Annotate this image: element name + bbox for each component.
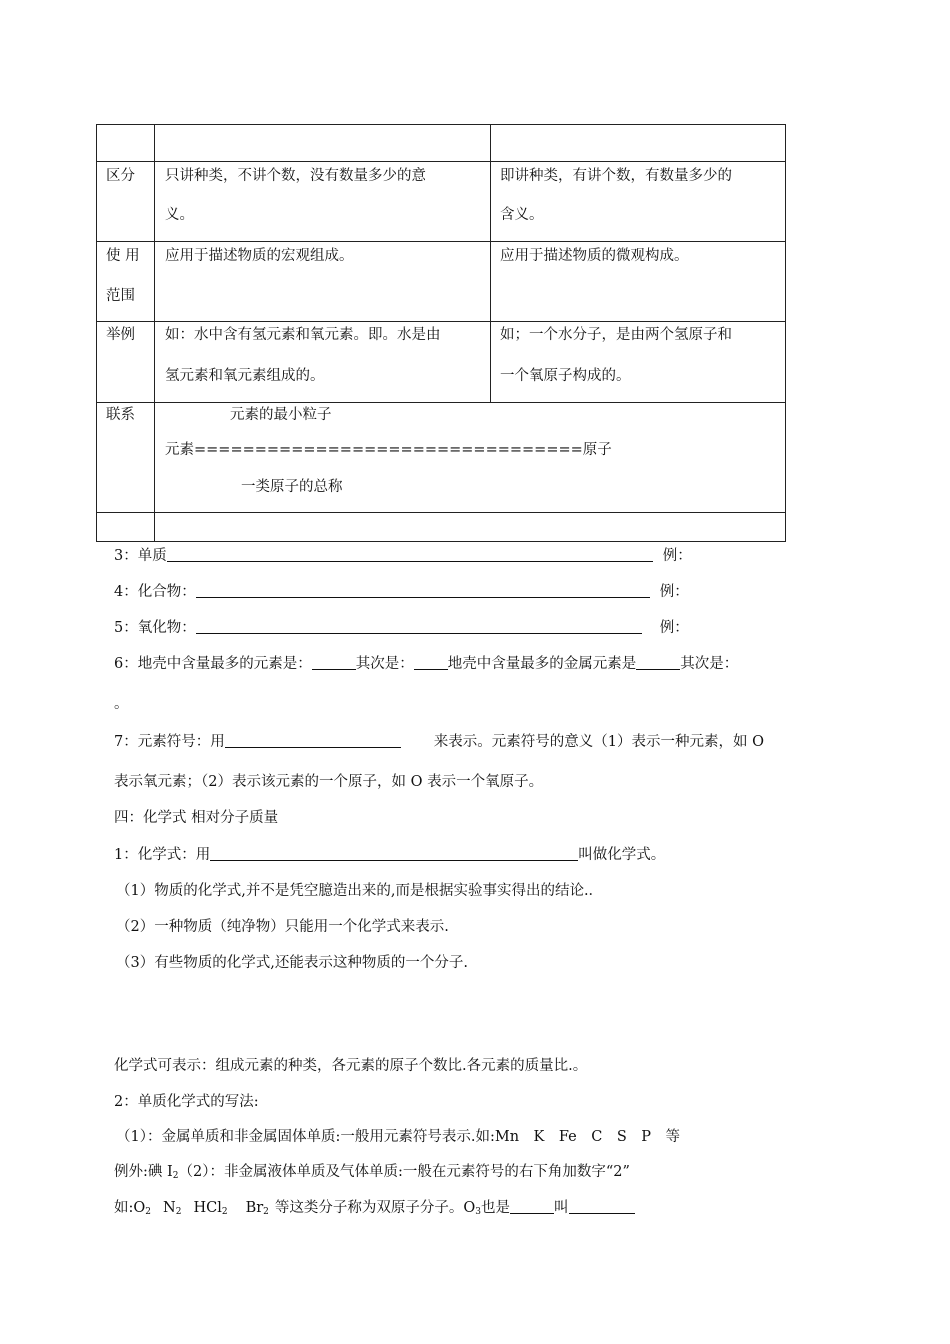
o3-blank-2[interactable] — [569, 1199, 635, 1214]
symbol-text-c: 表示氧元素；（2）表示该元素的一个原子，如 O 表示一个氧原子。 — [114, 774, 544, 790]
crust-blank-3[interactable] — [636, 655, 680, 670]
diatomic-line — [114, 1198, 635, 1218]
crust-end-mark: 。 — [114, 696, 129, 712]
formula-text-a: 1：化学式：用 — [114, 847, 211, 863]
table-row-line — [96, 512, 785, 513]
micro-difference-line2: 含义。 — [500, 207, 544, 223]
formula-o2: $O_2$ — [133, 1200, 152, 1217]
simple-substance-label: 3：单质 — [114, 548, 167, 564]
row-label-scope-line1: 使 用 — [106, 248, 140, 264]
table-border-right — [785, 124, 786, 542]
writing-title: 2：单质化学式的写法: — [114, 1094, 259, 1110]
simple-substance-blank[interactable] — [167, 547, 653, 562]
exception-text-b: （2）：非金属液体单质及气体单质:一般在元素符号的右下角加数字“2” — [178, 1164, 630, 1180]
formula-cl2: $Cl_2$ — [206, 1200, 228, 1217]
formula-point-1: （1）物质的化学式,并不是凭空臆造出来的,而是根据实验事实得出的结论.． — [116, 883, 604, 899]
relation-top-text: 元素的最小粒子 — [230, 407, 332, 423]
o3-blank-1[interactable] — [510, 1199, 554, 1214]
oxide-label: 5：氧化物： — [114, 620, 196, 636]
item-chemical-formula — [114, 845, 665, 865]
formula-h: H — [193, 1200, 207, 1216]
macro-difference-line2: 义。 — [165, 207, 194, 223]
macro-scope: 应用于描述物质的宏观组成。 — [165, 248, 354, 264]
table-row-line — [96, 402, 785, 403]
formula-blank[interactable] — [210, 846, 578, 861]
diatomic-text-b: 也是 — [481, 1200, 511, 1216]
micro-example-line2: 一个氧原子构成的。 — [500, 368, 631, 384]
formula-text-b: 叫做化学式。 — [578, 847, 666, 863]
crust-text-b: 其次是： — [355, 656, 414, 672]
formula-br2: $Br_2$ — [245, 1200, 269, 1217]
item-compound — [114, 582, 689, 602]
section4-title: 四：化学式 相对分子质量 — [114, 810, 279, 826]
formula-point-3: （3）有些物质的化学式,还能表示这种物质的一个分子. — [116, 955, 468, 971]
row-label-relation: 联系 — [106, 407, 135, 423]
item-simple-substance — [114, 546, 692, 566]
table-divider-middle — [490, 124, 491, 402]
relation-bottom-text: 一类原子的总称 — [241, 479, 343, 495]
relation-middle-text: 元素================================原子 — [165, 442, 612, 458]
symbol-text-b: 来表示。元素符号的意义（1）表示一种元素，如 O — [433, 734, 764, 750]
diatomic-text-a: 等这类分子称为双原子分子。O — [274, 1200, 476, 1216]
crust-text-a: 6：地壳中含量最多的元素是： — [114, 656, 312, 672]
macro-difference-line1: 只讲种类，不讲个数，没有数量多少的意 — [165, 168, 426, 184]
diatomic-prefix: 如: — [114, 1200, 134, 1216]
row-label-scope-line2: 范围 — [106, 288, 135, 304]
diatomic-text-c: 叫 — [554, 1200, 569, 1216]
crust-blank-1[interactable] — [312, 655, 356, 670]
compound-label: 4：化合物： — [114, 584, 196, 600]
macro-example-line2: 氢元素和氧元素组成的。 — [165, 368, 325, 384]
crust-blank-2[interactable] — [414, 655, 448, 670]
crust-text-d: 其次是： — [680, 656, 739, 672]
comparison-table — [96, 124, 785, 542]
row-label-example: 举例 — [106, 327, 135, 343]
row-label-difference: 区分 — [106, 168, 135, 184]
formula-meaning: 化学式可表示：组成元素的种类，各元素的原子个数比.各元素的质量比.。 — [114, 1058, 588, 1074]
symbol-blank[interactable] — [225, 733, 401, 748]
formula-n2: $N_2$ — [163, 1200, 182, 1217]
item-earth-crust — [114, 654, 738, 674]
metal-rule: （1）：金属单质和非金属固体单质:一般用元素符号表示.如:Mn K Fe C S P 等 — [116, 1129, 681, 1145]
oxide-blank[interactable] — [196, 619, 642, 634]
formula-point-2: （2）一种物质（纯净物）只能用一个化学式来表示. — [116, 919, 449, 935]
crust-text-c: 地壳中含量最多的金属元素是 — [447, 656, 637, 672]
item-oxide — [114, 618, 689, 638]
compound-example: 例： — [659, 584, 689, 600]
micro-example-line1: 如；一个水分子，是由两个氢原子和 — [500, 327, 732, 343]
table-divider-label — [154, 124, 155, 542]
o3-subscript: 3 — [475, 1207, 482, 1217]
symbol-text-a: 7：元素符号：用 — [114, 734, 225, 750]
table-border-left — [96, 124, 97, 542]
macro-example-line1: 如：水中含有氢元素和氧元素。即。水是由 — [165, 327, 441, 343]
table-border-bottom — [96, 541, 785, 542]
table-border-top — [96, 124, 785, 125]
micro-difference-line1: 即讲种类，有讲个数，有数量多少的 — [500, 168, 732, 184]
item-element-symbol — [114, 732, 764, 752]
simple-substance-example: 例： — [662, 548, 692, 564]
oxide-example: 例： — [659, 620, 689, 636]
exception-text-a: 例外:碘 I — [114, 1164, 173, 1180]
exception-line — [114, 1162, 630, 1182]
iodine-subscript: 2 — [172, 1171, 179, 1181]
micro-scope: 应用于描述物质的微观构成。 — [500, 248, 689, 264]
compound-blank[interactable] — [196, 583, 650, 598]
